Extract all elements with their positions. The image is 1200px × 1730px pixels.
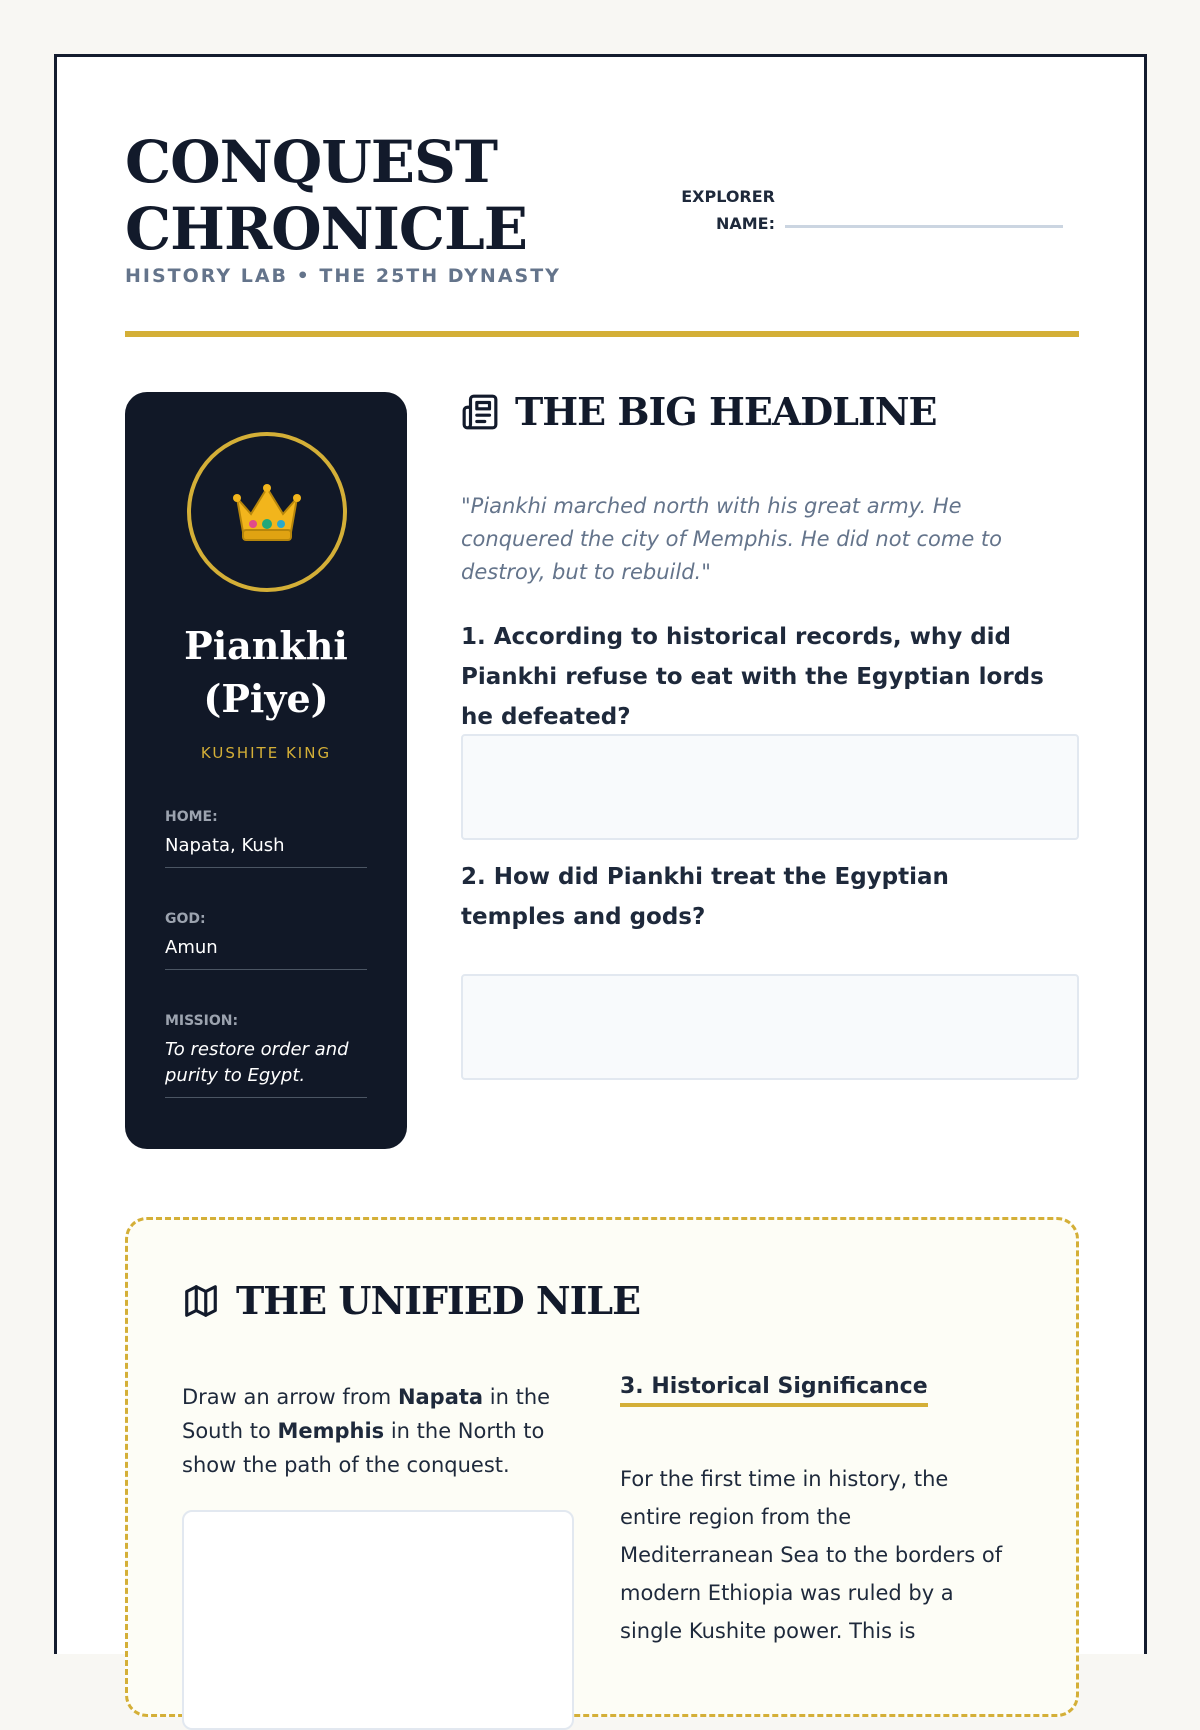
header-divider [125,331,1079,337]
title-line-2: CHRONICLE [125,195,527,263]
newspaper-icon [461,393,499,431]
instruction-napata: Napata [397,1385,484,1409]
fact-label: MISSION: [165,1013,239,1029]
significance-title: 3. Historical Significance [620,1374,928,1407]
nile-title: THE UNIFIED NILE [236,1278,641,1323]
title-line-1: CONQUEST [125,128,498,196]
question-1: 1. According to historical records, why did Piankhi refuse to eat with the Egyptian lords he defeated? [461,624,1044,730]
fact-god [165,911,367,970]
fact-mission [165,1013,367,1098]
map-instructions [182,1380,582,1482]
instruction-text: in the South to [182,1385,551,1443]
profile-card [125,392,407,1149]
headline-title: THE BIG HEADLINE [515,389,937,434]
headline-section-title [461,389,936,434]
explorer-name-label: EXPLORER NAME: [681,187,775,233]
instruction-memphis: Memphis [277,1419,385,1443]
fact-home [165,809,367,868]
page-subtitle: HISTORY LAB • THE 25TH DYNASTY [125,265,561,287]
worksheet [54,54,1147,1654]
page-title [125,129,527,263]
nile-section-title [182,1278,640,1323]
answer-box-1[interactable] [461,734,1079,840]
fact-value: To restore order and purity to Egypt. [165,1039,349,1086]
king-title: KUSHITE KING [200,744,332,762]
nile-activity-box [125,1217,1079,1717]
instruction-text: in the North to show the path of the conquest. [182,1419,545,1477]
question-2: 2. How did Piankhi treat the Egyptian temples and gods? [461,864,949,930]
significance-text: For the first time in history, the entire region from the Mediterranean Sea to the borders of modern Ethiopia was ruled by a single Kushite power. This is [620,1467,1003,1643]
fact-label: HOME: [165,809,218,825]
map-icon [182,1282,220,1320]
fact-value: Amun [165,937,218,958]
instruction-text: Draw an arrow from [182,1385,398,1409]
fact-label: GOD: [165,911,206,927]
crown-icon [231,480,303,544]
profile-avatar [187,432,347,592]
fact-value: Napata, Kush [165,835,285,856]
answer-box-2[interactable] [461,974,1079,1080]
king-name: Piankhi (Piye) [184,623,348,721]
map-drawing-area[interactable] [182,1510,574,1730]
headline-quote: "Piankhi marched north with his great army. He conquered the city of Memphis. He did not come to destroy, but to rebuild." [461,494,1003,584]
explorer-name-field[interactable] [785,225,1063,228]
